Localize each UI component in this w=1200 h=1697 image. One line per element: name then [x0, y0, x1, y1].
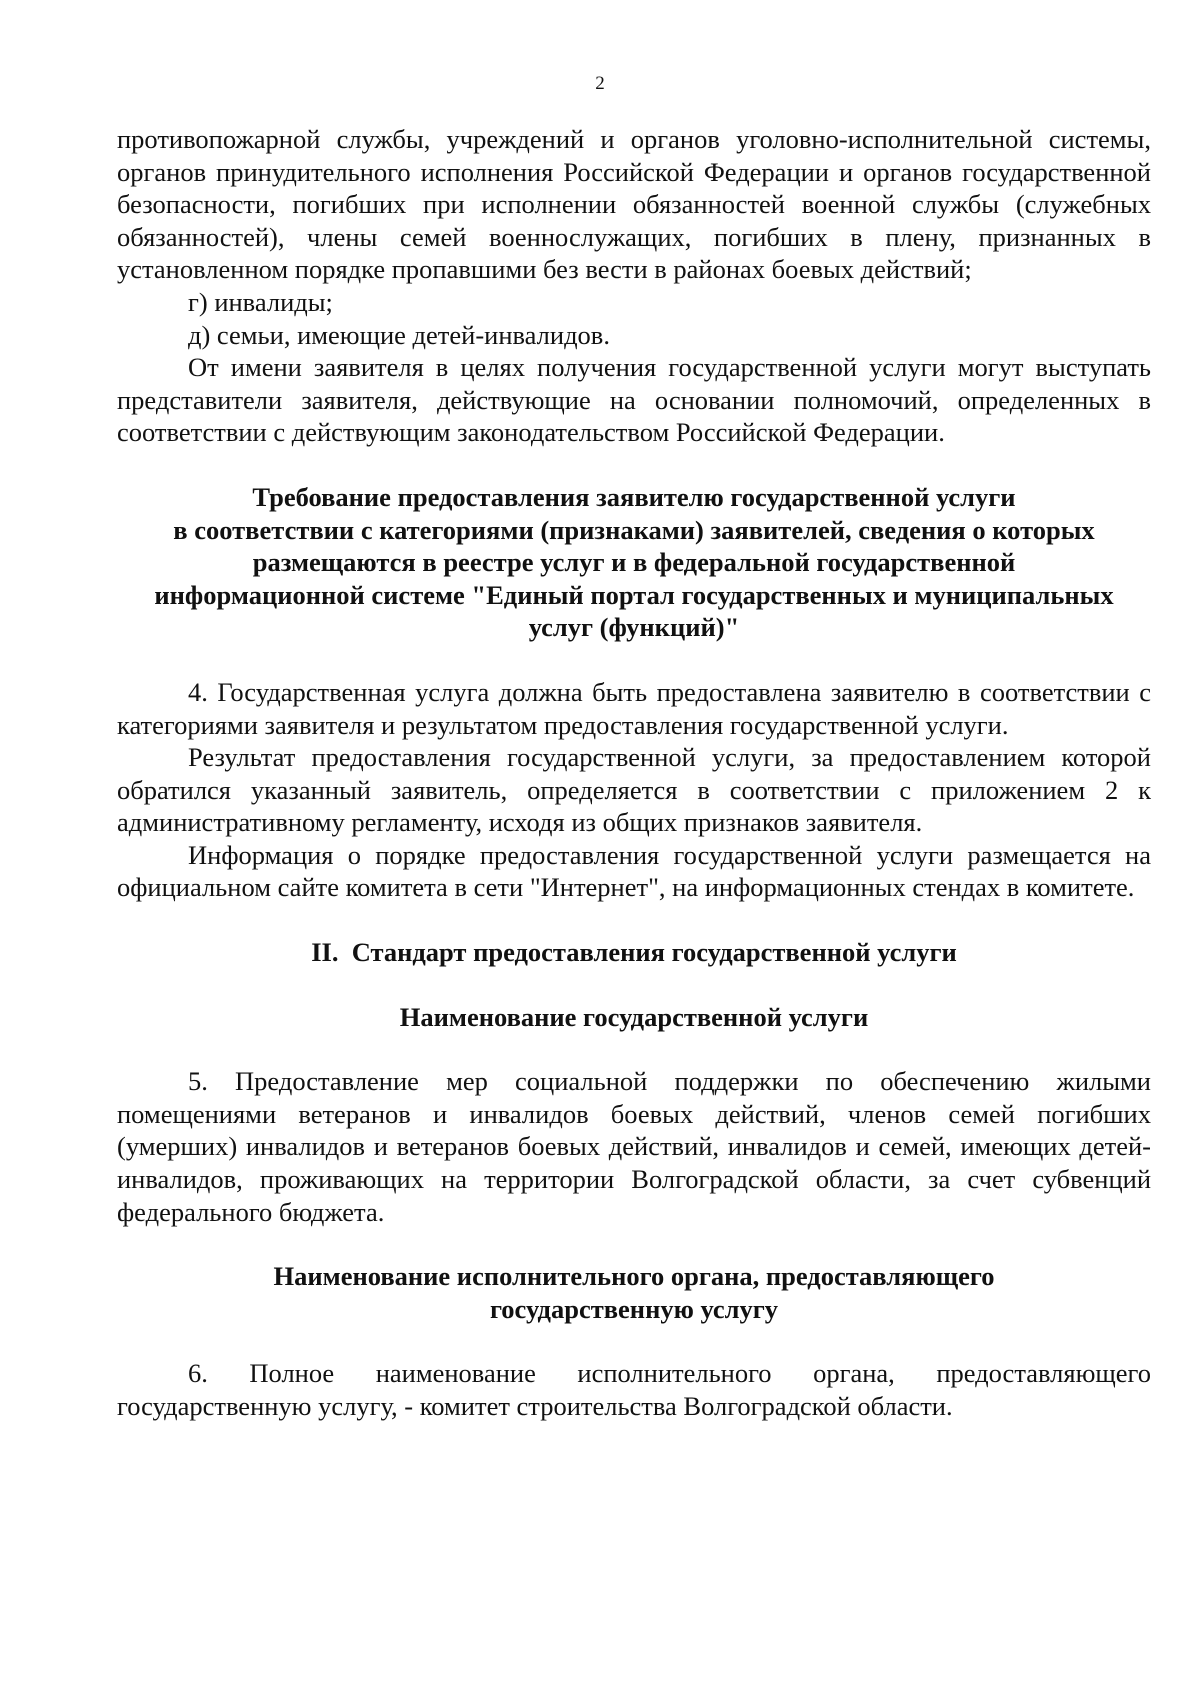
executive-body-heading-line: государственную услугу [489, 1293, 779, 1324]
list-item-g: г) инвалиды; [188, 286, 333, 317]
information-paragraph: Информация о порядке предоставления государственной услуги размещается на официальном сайте комитета в сети "Интернет", на информационных стендах в комитете. [117, 839, 1151, 903]
service-name-heading: Наименование государственной услуги [399, 1001, 869, 1032]
paragraph-4: 4. Государственная услуга должна быть предоставлена заявителю в соответствии с категориями заявителя и результатом предоставления государственной услуги. [117, 676, 1151, 740]
requirement-heading-line: Требование предоставления заявителю государственной услуги [252, 481, 1016, 512]
list-item-d: д) семьи, имеющие детей-инвалидов. [188, 319, 610, 350]
executive-body-heading [117, 1260, 1151, 1325]
requirement-heading [117, 481, 1151, 644]
page-number: 2 [595, 73, 605, 94]
requirement-heading-line: в соответствии с категориями (признаками) заявителей, сведения о которых [173, 514, 1095, 545]
representatives-paragraph: От имени заявителя в целях получения государственной услуги могут выступать представители заявителя, действующие на основании полномочий, определенных в соответствии с действующим законодательством Российской Федерации. [117, 352, 1151, 448]
requirement-heading-line: информационной системе "Единый портал государственных и муниципальных [154, 579, 1114, 610]
section-two-title: II. Стандарт предоставления государственной услуги [311, 937, 957, 968]
requirement-heading-line: услуг (функций)" [528, 612, 740, 643]
result-paragraph: Результат предоставления государственной услуги, за предоставлением которой обратился указанный заявитель, определяется в соответствии с приложением 2 к административному регламенту, исходя из общих признаков заявителя. [117, 742, 1151, 838]
executive-body-heading-line: Наименование исполнительного органа, предоставляющего [273, 1261, 995, 1292]
paragraph-5: 5. Предоставление мер социальной поддержки по обеспечению жилыми помещениями ветеранов и инвалидов боевых действий, членов семей погибших (умерших) инвалидов и ветеранов боевых действий, инвалидов и семей, имеющих детей-инвалидов, проживающих на территории Волгоградской области, за счет субвенций федерального бюджета. [117, 1066, 1151, 1227]
intro-paragraph: противопожарной службы, учреждений и органов уголовно-исполнительной системы, органов принудительного исполнения Российской Федерации и органов государственной безопасности, погибших при исполнении обязанностей военной службы (служебных обязанностей), члены семей военнослужащих, погибших в плену, признанных в установленном порядке пропавшими без вести в районах боевых действий; [117, 124, 1151, 285]
requirement-heading-line: размещаются в реестре услуг и в федеральной государственной [252, 547, 1016, 578]
paragraph-6: 6. Полное наименование исполнительного органа, предоставляющего государственную услугу, - комитет строительства Волгоградской области. [117, 1358, 1151, 1421]
document-body [117, 123, 1151, 1423]
